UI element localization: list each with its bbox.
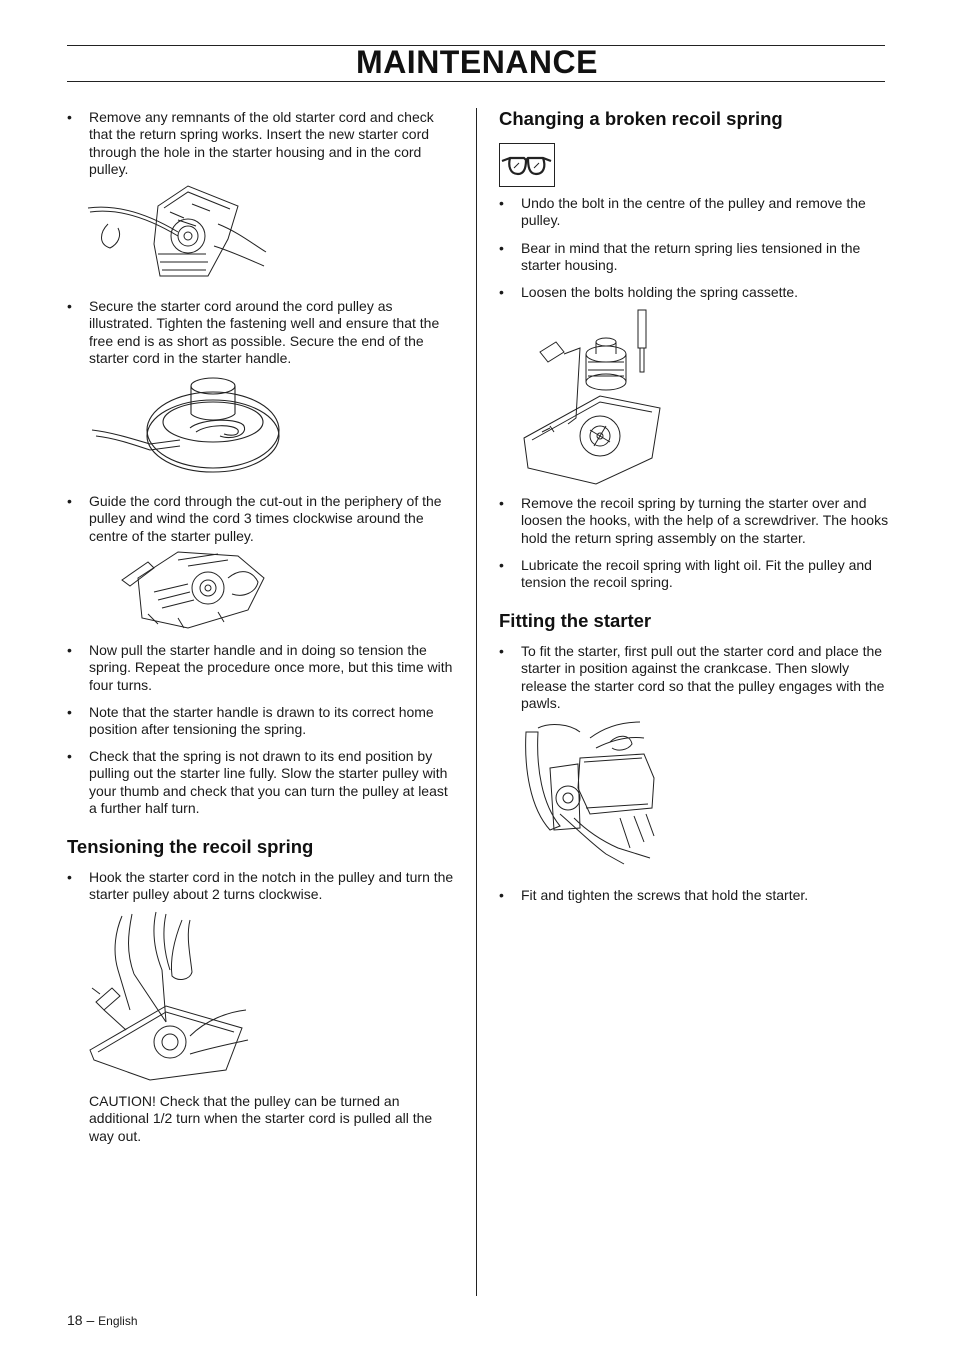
figure-cord-pulley — [90, 374, 282, 474]
figure-insert-cord — [88, 184, 268, 284]
page-footer — [67, 1312, 138, 1328]
caution-note: CAUTION! Check that the pulley can be turned an additional 1/2 turn when the starter cord is pulled all the way out. — [89, 1093, 433, 1144]
figure-spring-cassette — [520, 308, 666, 486]
page-number: 18 – — [67, 1312, 95, 1328]
figure-tension-spring — [86, 910, 250, 1082]
title-rule-bottom — [67, 81, 885, 82]
footer-language: English — [98, 1314, 138, 1328]
heading-broken-spring: Changing a broken recoil spring — [499, 108, 783, 129]
figure-fit-starter — [520, 718, 658, 866]
figure-wind-cord — [118, 548, 268, 630]
heading-tensioning: Tensioning the recoil spring — [67, 836, 314, 857]
page-title: MAINTENANCE — [356, 44, 598, 80]
column-divider — [476, 108, 477, 1296]
goggles-icon — [500, 144, 553, 185]
heading-fitting: Fitting the starter — [499, 610, 652, 631]
protective-goggles-icon — [499, 143, 555, 187]
